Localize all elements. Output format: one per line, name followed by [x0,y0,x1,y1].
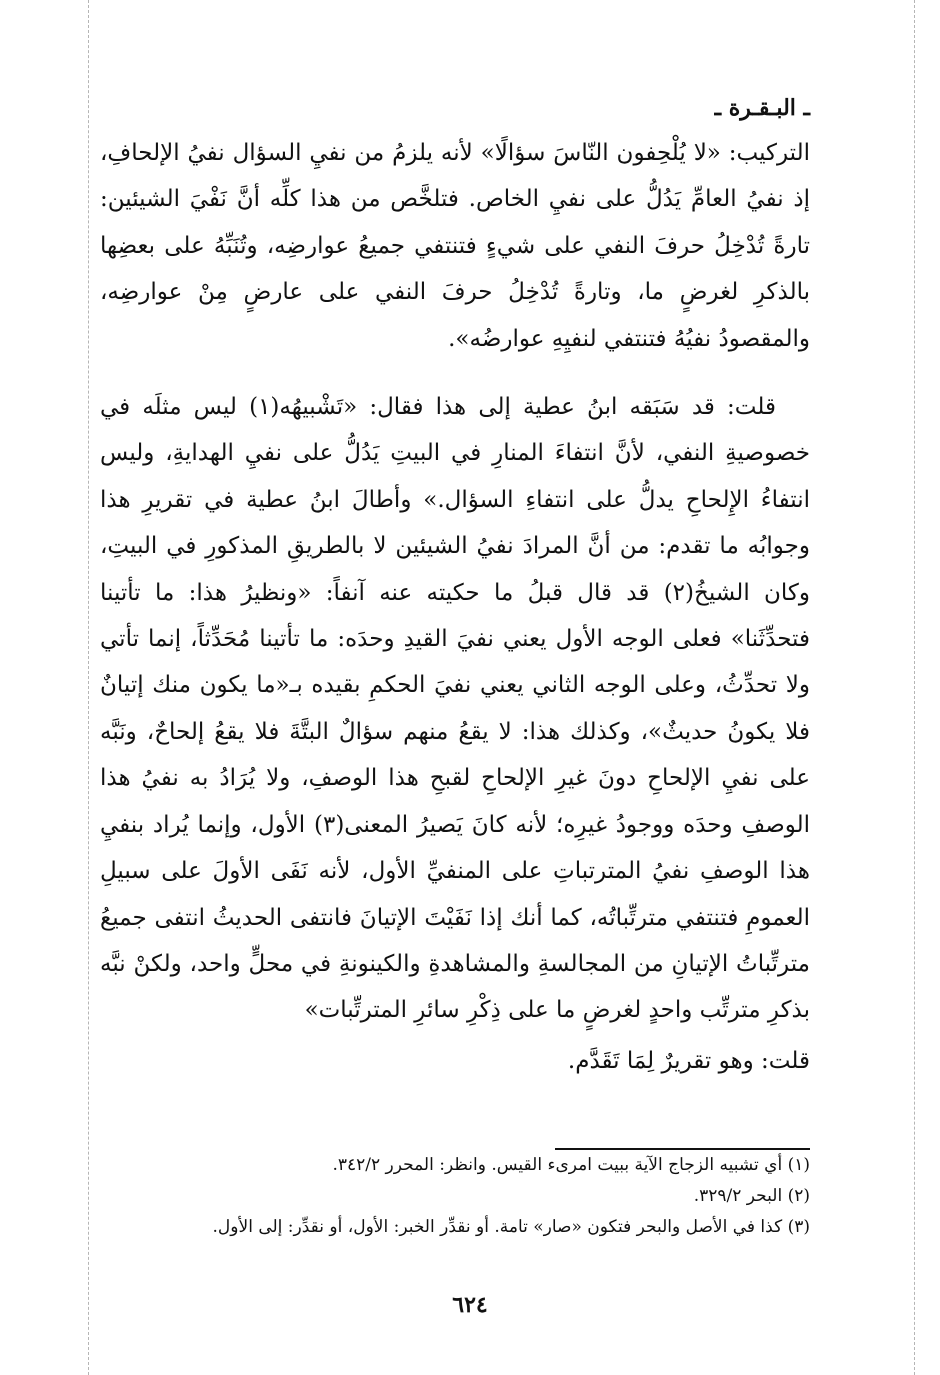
paragraph-spacer [100,362,810,384]
footnote-1: (١) أي تشبيه الزجاج الآية ببيت امرىء القيس. وانظر: المحرر ٣٤٢/٢. [332,1155,810,1175]
running-title: ـ البـقـرة ـ [714,95,810,121]
body-paragraph-3: قلت: وهو تقريرٌ لِمَا تَقَدَّم. [567,1047,810,1074]
right-margin-line [914,0,915,1375]
left-margin-line [88,0,89,1375]
footnote-3: (٣) كذا في الأصل والبحر فتكون «صار» تامة. أو نقدِّر الخبر: الأول، أو نقدِّر: إلى الأول. [212,1217,810,1237]
footnote-2: (٢) البحر ٣٢٩/٢. [693,1186,810,1206]
body-paragraph-1: التركيب: «لا يُلْحِفون النّاسَ سؤالًا» لأنه يلزمُ من نفيِ السؤال نفيُ الإلحافِ، إذ نفيُ العامِّ يَدُلُّ على نفيِ الخاص. فتلخَّص من هذا كلِّه أنَّ نَفْيَ الشيئين: تارةً تُدْخِلُ حرفَ النفي على شيءٍ فتنتفي جميعُ عوارضِه، وتُنَبِّهُ على بعضِها بالذكرِ لغرضٍ ما، وتارةً تُدْخِلُ حرفَ النفي على عارضٍ مِنْ عوارضِه، والمقصودُ نفيُهُ فتنتفي لنفيِهِ عوارضُه». [100,140,810,352]
page-number: ٦٢٤ [452,1292,488,1318]
page-content [100,88,810,1084]
footnotes-section [100,1150,810,1243]
body-paragraph-2: قلت: قد سَبَقه ابنُ عطية إلى هذا فقال: «تَشْبيهُه(١) ليس مثلَه في خصوصيةِ النفي، لأنَّ انتفاءَ المنارِ في البيتِ يَدُلُّ على نفيِ الهدايةِ، وليس انتفاءُ الإِلحاحِ يدلُّ على انتفاءِ السؤال.» وأطالَ ابنُ عطية في تقريرِ هذا وجوابُه ما تقدم: من أنَّ المرادَ نفيُ الشيئين لا بالطريقِ المذكورِ في البيتِ، وكان الشيخُ(٢) قد قال قبلُ ما حكيته عنه آنفاً: «ونظيرُ هذا: ما تأتينا فتحدِّثَنا» فعلى الوجه الأول يعني نفيَ القيدِ وحدَه: ما تأتينا مُحَدِّثاً، إنما تأتي ولا تحدِّثُ، وعلى الوجه الثاني يعني نفيَ الحكمِ بقيده بـ«ما يكون منك إتيانٌ فلا يكونُ حديثٌ»، وكذلك هذا: لا يقعُ منهم سؤالٌ البتَّةَ فلا يقعُ إلحاحٌ، ونَبَّه على نفيِ الإلحاحِ دونَ غيرِ الإلحاحِ لقبحِ هذا الوصفِ، ولا يُرَادُ به نفيُ هذا الوصفِ وحدَه ووجودُ غيرِه؛ لأنه كانَ يَصيرُ المعنى(٣) الأول، وإنما يُراد بنفيِ هذا الوصفِ نفيُ المترتباتِ على المنفيِّ الأول، لأنه نَفَى الأولَ على سبيلِ العمومِ فتنتفي مترتِّباتُه، كما أنك إذا نَفَيْتَ الإتيانَ فانتفى الحديثُ انتفى جميعُ مترتِّباتُ الإتيانِ من المجالسةِ والمشاهدةِ والكينونةِ في محلٍّ واحد، ولكنْ نبَّه بذكرِ مترتِّب واحدٍ لغرضٍ ما على ذِكْرِ سائرِ المترتِّبات» [100,394,811,1024]
